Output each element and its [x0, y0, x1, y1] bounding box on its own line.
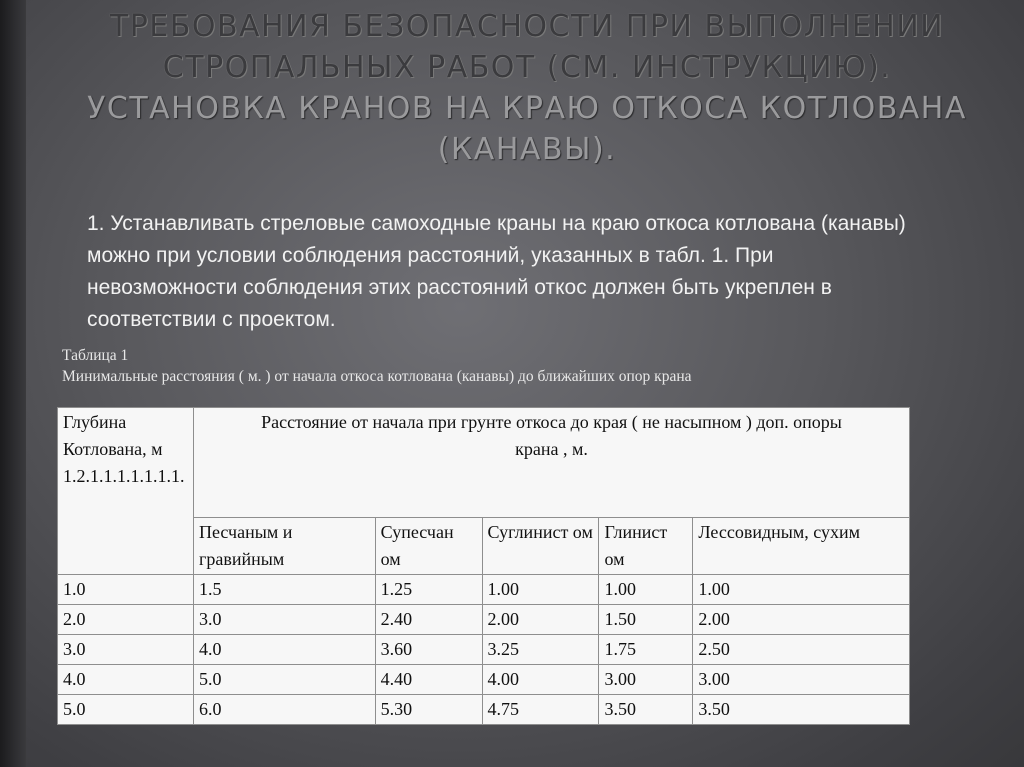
table-row [58, 665, 910, 695]
group-header-text: Расстояние от начала при грунте откоса до края ( не насыпном ) доп. опоры [261, 412, 842, 432]
table-description: Минимальные расстояния ( м. ) от начала откоса котлована (канавы) до ближайших опор крана [62, 368, 692, 385]
table-cell: 2.0 [58, 605, 194, 635]
table-row [58, 635, 910, 665]
table-cell: 5.30 [375, 695, 482, 725]
table-cell: 1.0 [58, 575, 194, 605]
group-header-cell [193, 408, 909, 518]
table-cell: 4.40 [375, 665, 482, 695]
table-row [58, 695, 910, 725]
table-cell: 5.0 [58, 695, 194, 725]
col-header: Лессовидным, сухим [693, 518, 910, 575]
table-cell: 3.00 [693, 665, 910, 695]
table-caption [62, 345, 962, 387]
table-cell: 3.60 [375, 635, 482, 665]
table-cell: 3.00 [599, 665, 693, 695]
table-cell: 2.00 [693, 605, 910, 635]
table-cell: 1.25 [375, 575, 482, 605]
body-paragraph: 1. Устанавливать стреловые самоходные краны на краю откоса котлована (канавы) можно при условии соблюдения расстояний, указанных в табл. 1. При невозможности соблюдения этих расстояний откос должен быть укреплен в соответствии с проектом. [87, 212, 906, 331]
left-binding-strip [0, 0, 26, 767]
table-cell: 2.00 [482, 605, 599, 635]
table-cell: 2.40 [375, 605, 482, 635]
table-cell: 3.0 [58, 635, 194, 665]
table-cell: 3.50 [599, 695, 693, 725]
table-cell: 4.00 [482, 665, 599, 695]
table-cell: 5.0 [193, 665, 375, 695]
table-cell: 4.75 [482, 695, 599, 725]
slide-title [30, 6, 1024, 170]
table-cell: 1.00 [693, 575, 910, 605]
col-header: Суглинист ом [482, 518, 599, 575]
title-line-1: ТРЕБОВАНИЯ БЕЗОПАСНОСТИ ПРИ ВЫПОЛНЕНИИ СТРОПАЛЬНЫХ РАБОТ (СМ. ИНСТРУКЦИЮ). [109, 9, 945, 85]
table-cell: 1.00 [482, 575, 599, 605]
col-header: Супесчан ом [375, 518, 482, 575]
table-cell: 1.5 [193, 575, 375, 605]
table-cell: 1.00 [599, 575, 693, 605]
table-cell: 3.50 [693, 695, 910, 725]
col-header: Глинист ом [599, 518, 693, 575]
table-cell: 1.50 [599, 605, 693, 635]
table-cell: 6.0 [193, 695, 375, 725]
table-row [58, 575, 910, 605]
title-line-2: УСТАНОВКА КРАНОВ НА КРАЮ ОТКОСА КОТЛОВАНА (КАНАВЫ). [87, 91, 967, 167]
table-header-row [58, 408, 910, 518]
table-number: Таблица 1 [62, 347, 129, 364]
table-row [58, 605, 910, 635]
col-header: Песчаным и гравийным [193, 518, 375, 575]
table-cell: 4.0 [193, 635, 375, 665]
table-cell: 4.0 [58, 665, 194, 695]
table-cell: 2.50 [693, 635, 910, 665]
group-header-unit: крана , м. [515, 439, 588, 459]
table-cell: 3.0 [193, 605, 375, 635]
distance-table [57, 407, 910, 725]
table-cell: 3.25 [482, 635, 599, 665]
depth-header-cell: Глубина Котлована, м 1.2.1.1.1.1.1.1.1. [58, 408, 194, 575]
table-cell: 1.75 [599, 635, 693, 665]
